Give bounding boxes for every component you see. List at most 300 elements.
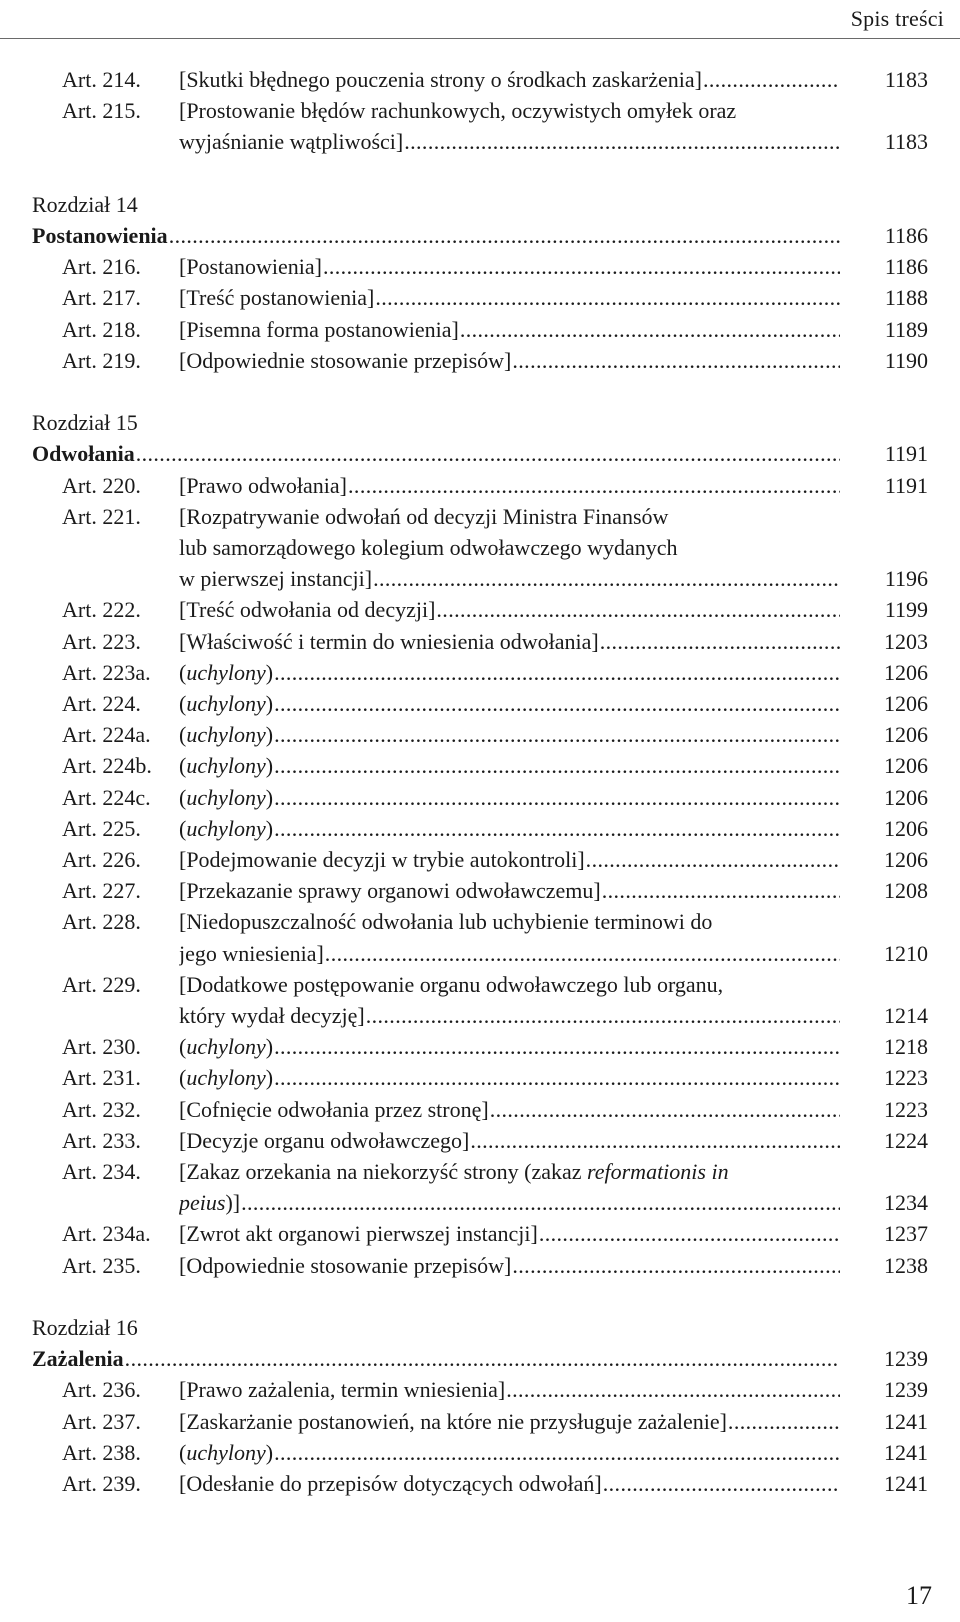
toc-article-entry[interactable] [32,657,928,688]
page-reference: 1190 [884,347,928,373]
article-number: Art. 238. [62,1439,141,1465]
title-text [179,1468,602,1499]
article-number: Art. 235. [62,1252,141,1278]
article-number: Art. 228. [62,909,141,935]
page-reference: 1238 [884,1252,928,1278]
dot-leader [375,282,840,313]
chapter-title [32,220,840,251]
page-reference: 1196 [884,566,928,592]
page-reference: 1223 [884,1065,928,1091]
article-title [179,1031,840,1062]
title-text [179,535,678,560]
page-reference: 1206 [884,784,928,810]
title-line [179,563,840,594]
page-reference: 1199 [884,597,928,623]
text-segment: ) [265,1034,274,1060]
text-segment: ( [179,753,187,779]
dot-leader [506,1374,840,1405]
title-line [179,688,840,719]
toc-article-entry[interactable] [32,1125,928,1156]
text-segment: [Podejmowanie decyzji w trybie autokontroli] [179,847,585,873]
article-title [179,470,840,501]
article-title [179,314,840,345]
article-title [179,875,840,906]
title-text [179,1031,273,1062]
title-text [179,657,273,688]
dot-leader [169,220,840,251]
page-reference: 1191 [884,441,928,467]
title-text [179,909,712,934]
title-text [179,1374,505,1405]
title-text [179,972,723,997]
title-line [179,1437,840,1468]
chapter-label: Rozdział 14 [32,191,138,217]
page-reference: 1239 [884,1346,928,1372]
title-text [179,345,511,376]
article-number: Art. 232. [62,1096,141,1122]
dot-leader [323,251,840,282]
article-number: Art. 224b. [62,753,152,779]
text-segment: Postanowienia [32,223,168,248]
text-segment: [Cofnięcie odwołania przez stronę] [179,1096,489,1122]
toc-article-entry[interactable] [32,969,928,1031]
text-segment: ) [265,815,274,841]
article-title [179,1125,840,1156]
toc-article-entry[interactable] [32,470,928,501]
text-segment: [Odpowiednie stosowanie przepisów] [179,347,512,373]
title-text [179,750,273,781]
page-reference: 1210 [884,940,928,966]
italic-segment: uchylony [186,1065,266,1091]
toc-article-entry[interactable] [32,345,928,376]
page-reference: 1206 [884,847,928,873]
title-line [179,1156,840,1187]
title-line [179,844,840,875]
title-text [179,504,668,529]
toc-article-entry[interactable] [32,719,928,750]
article-number: Art. 223a. [62,659,151,685]
article-number: Art. 231. [62,1065,141,1091]
toc-article-entry[interactable] [32,688,928,719]
article-title [179,1468,840,1499]
dot-leader [728,1406,840,1437]
chapter-label: Rozdział 15 [32,410,138,436]
text-segment: ) [265,659,274,685]
header-rule [0,38,960,39]
title-line [179,64,840,95]
article-number: Art. 236. [62,1377,141,1403]
article-number: Art. 239. [62,1471,141,1497]
toc-article-entry[interactable] [32,1468,928,1499]
title-line [179,875,840,906]
title-line [179,1031,840,1062]
chapter-title [32,438,840,469]
page-reference: 1183 [884,67,928,92]
title-line [179,282,840,313]
title-line [179,1187,840,1218]
article-title [179,64,840,95]
article-number: Art. 233. [62,1127,141,1153]
page-reference: 1186 [884,223,928,248]
article-number: Art. 218. [62,316,141,342]
article-title [179,844,840,875]
toc-article-entry[interactable] [32,1031,928,1062]
text-segment: [Pisemna forma postanowienia] [179,316,459,342]
dot-leader [600,626,840,657]
title-text [179,688,273,719]
dot-leader [241,1187,840,1218]
article-number: Art. 219. [62,347,141,373]
italic-segment: peius [179,1190,226,1216]
toc-chapter-entry[interactable] [32,438,928,469]
article-number: Art. 229. [62,971,141,997]
title-line [179,1125,840,1156]
article-title [179,906,840,968]
dot-leader [539,1218,840,1249]
title-text [179,1125,469,1156]
italic-segment: uchylony [186,784,266,810]
article-number: Art. 223. [62,628,141,654]
title-text [179,1406,727,1437]
text-segment: który wydał decyzję] [179,1003,365,1029]
article-title [179,1156,840,1218]
article-number: Art. 217. [62,285,141,311]
article-number: Art. 226. [62,847,141,873]
article-number: Art. 216. [62,254,141,280]
italic-segment: uchylony [186,659,266,685]
italic-segment: uchylony [186,1439,266,1465]
title-line [179,1218,840,1249]
title-line [179,906,840,937]
dot-leader [586,844,840,875]
text-segment: [Odpowiednie stosowanie przepisów] [179,1252,512,1278]
article-number: Art. 222. [62,597,141,623]
title-text [179,1218,538,1249]
text-segment: )] [225,1190,241,1216]
text-segment: ) [265,722,274,748]
text-segment: [Właściwość i termin do wniesienia odwołania] [179,628,599,654]
toc-article-entry[interactable] [32,251,928,282]
article-number: Art. 225. [62,815,141,841]
text-segment: [Decyzje organu odwoławczego] [179,1127,470,1153]
article-title [179,1437,840,1468]
title-text [32,1343,124,1374]
dot-leader [125,1343,840,1374]
title-line [179,782,840,813]
page-reference: 1208 [884,878,928,904]
title-line [179,626,840,657]
page-reference: 1234 [884,1190,928,1216]
text-segment: [Dodatkowe postępowanie organu odwoławczego lub organu, [179,971,724,997]
page-reference: 1206 [884,815,928,841]
toc-article-entry[interactable] [32,906,928,968]
italic-segment: uchylony [186,722,266,748]
title-line [32,220,840,251]
page-reference: 1189 [884,316,928,342]
dot-leader [512,1250,840,1281]
title-text [179,1437,273,1468]
text-segment: ) [265,784,274,810]
page-reference: 1237 [884,1221,928,1247]
title-line [179,1094,840,1125]
title-line [179,1374,840,1405]
title-text [179,126,403,157]
title-line [179,750,840,781]
title-text [179,1250,511,1281]
dot-leader [603,1468,840,1499]
article-title [179,782,840,813]
text-segment: [Rozpatrywanie odwołań od decyzji Ministra Finansów [179,503,669,529]
italic-segment: uchylony [186,691,266,717]
text-segment: jego wniesienia] [179,940,324,966]
page-reference: 1223 [884,1096,928,1122]
article-number: Art. 237. [62,1408,141,1434]
title-line [179,345,840,376]
title-text [179,563,372,594]
toc-article-entry[interactable] [32,64,928,95]
page-reference: 1183 [884,129,928,155]
article-number: Art. 224c. [62,784,151,810]
toc-article-entry[interactable] [32,626,928,657]
page-reference: 1218 [884,1034,928,1060]
title-text [179,64,702,95]
dot-leader [136,438,840,469]
title-text [179,470,347,501]
dot-leader [512,345,840,376]
dot-leader [373,563,840,594]
dot-leader [274,782,840,813]
article-number: Art. 227. [62,878,141,904]
page-reference: 1206 [884,691,928,717]
toc-article-entry[interactable] [32,95,928,157]
article-title [179,1250,840,1281]
article-number: Art. 234. [62,1159,141,1185]
article-title [179,969,840,1031]
page-reference: 1214 [884,1003,928,1029]
title-text [179,1000,365,1031]
page-reference: 1241 [884,1471,928,1497]
title-line [179,1468,840,1499]
toc-article-entry[interactable] [32,1094,928,1125]
text-segment: [Skutki błędnego pouczenia strony o środkach zaskarżenia] [179,67,702,92]
article-number: Art. 230. [62,1034,141,1060]
toc-article-entry[interactable] [32,1156,928,1218]
article-number: Art. 224. [62,691,141,717]
italic-segment: uchylony [186,1034,266,1060]
title-text [179,251,322,282]
title-line [179,1062,840,1093]
article-title [179,594,840,625]
toc-article-entry[interactable] [32,1406,928,1437]
toc-article-entry[interactable] [32,501,928,595]
title-line [179,1406,840,1437]
toc-article-entry[interactable] [32,750,928,781]
italic-segment: uchylony [186,815,266,841]
dot-leader [274,688,840,719]
article-title [179,688,840,719]
dot-leader [348,470,840,501]
article-title [179,345,840,376]
text-segment: [Postanowienia] [179,254,322,280]
article-title [179,282,840,313]
page-reference: 1239 [884,1377,928,1403]
text-segment: Odwołania [32,441,135,467]
title-text [179,782,273,813]
article-number: Art. 215. [62,98,141,124]
page-reference: 1188 [884,285,928,311]
title-line [179,657,840,688]
toc-article-entry[interactable] [32,1437,928,1468]
article-title [179,1218,840,1249]
table-of-contents [32,64,928,1499]
text-segment: wyjaśnianie wątpliwości] [179,129,404,155]
toc-article-entry[interactable] [32,1250,928,1281]
page-reference: 1241 [884,1408,928,1434]
text-segment: [Zakaz orzekania na niekorzyść strony (zakaz [179,1159,587,1185]
article-title [179,626,840,657]
title-line [32,438,840,469]
title-line [32,1343,840,1374]
article-number: Art. 220. [62,472,141,498]
text-segment: ( [179,722,187,748]
title-line [179,719,840,750]
italic-segment: uchylony [186,753,266,779]
toc-article-entry[interactable] [32,1218,928,1249]
text-segment: ( [179,815,187,841]
dot-leader [274,813,840,844]
text-segment: [Prawo zażalenia, termin wniesienia] [179,1377,506,1403]
chapter-label: Rozdział 16 [32,1315,138,1341]
text-segment: [Zaskarżanie postanowień, na które nie przysługuje zażalenie] [179,1408,727,1434]
dot-leader [274,657,840,688]
title-text [179,1094,489,1125]
article-title [179,1374,840,1405]
text-segment: Zażalenia [32,1346,124,1372]
page-reference: 1186 [884,254,928,280]
toc-article-entry[interactable] [32,282,928,313]
text-segment: ( [179,691,187,717]
text-segment: [Prostowanie błędów rachunkowych, oczywistych omyłek oraz [179,98,737,124]
toc-article-entry[interactable] [32,1374,928,1405]
dot-leader [490,1094,840,1125]
toc-chapter-entry[interactable] [32,220,928,251]
dot-leader [274,750,840,781]
text-segment: ( [179,659,187,685]
dot-leader [274,1031,840,1062]
title-line [179,470,840,501]
text-segment: [Treść odwołania od decyzji] [179,597,436,623]
dot-leader [274,1437,840,1468]
page-reference: 1191 [884,472,928,498]
title-line [179,1250,840,1281]
chapter-title [32,1343,840,1374]
title-line [179,1000,840,1031]
title-text [179,844,585,875]
text-segment: [Prawo odwołania] [179,472,348,498]
dot-leader [274,1062,840,1093]
title-line [179,251,840,282]
text-segment: [Odesłanie do przepisów dotyczących odwołań] [179,1471,602,1497]
text-segment: w pierwszej instancji] [179,566,373,592]
italic-segment: reformationis in [587,1159,729,1185]
title-text [179,1062,273,1093]
text-segment: [Zwrot akt organowi pierwszej instancji] [179,1221,538,1247]
title-line [179,532,840,563]
title-line [179,314,840,345]
title-line [179,95,840,126]
page-number: 17 [906,1581,932,1610]
text-segment: ( [179,784,187,810]
title-line [179,594,840,625]
dot-leader [404,126,840,157]
toc-article-entry[interactable] [32,314,928,345]
dot-leader [460,314,840,345]
page-reference: 1224 [884,1127,928,1153]
text-segment: ( [179,1034,187,1060]
text-segment: ) [265,691,274,717]
text-segment: [Przekazanie sprawy organowi odwoławczemu] [179,878,601,904]
dot-leader [470,1125,840,1156]
title-text [179,719,273,750]
page-reference: 1206 [884,753,928,779]
text-segment: lub samorządowego kolegium odwoławczego wydanych [179,535,678,561]
article-title [179,813,840,844]
dot-leader [366,1000,840,1031]
title-line [179,126,840,157]
article-title [179,750,840,781]
title-text [32,438,135,469]
toc-chapter-entry[interactable] [32,1343,928,1374]
title-line [179,501,840,532]
text-segment: ) [265,1065,274,1091]
toc-article-entry[interactable] [32,782,928,813]
title-text [179,282,374,313]
title-text [179,813,273,844]
dot-leader [703,64,840,95]
toc-article-entry[interactable] [32,813,928,844]
page-reference: 1203 [884,628,928,654]
toc-article-entry[interactable] [32,1062,928,1093]
article-number: Art. 214. [62,67,141,92]
article-title [179,1094,840,1125]
article-title [179,251,840,282]
article-title [179,501,840,595]
toc-article-entry[interactable] [32,875,928,906]
article-title [179,657,840,688]
toc-article-entry[interactable] [32,844,928,875]
title-text [179,594,435,625]
dot-leader [325,938,840,969]
article-title [179,719,840,750]
title-text [179,1187,240,1218]
title-text [179,626,599,657]
title-line [179,969,840,1000]
title-text [32,220,168,251]
article-title [179,95,840,157]
title-text [179,875,601,906]
dot-leader [274,719,840,750]
text-segment: [Niedopuszczalność odwołania lub uchybienie terminowi do [179,909,713,935]
page-reference: 1206 [884,659,928,685]
page-reference: 1206 [884,722,928,748]
article-title [179,1406,840,1437]
article-number: Art. 234a. [62,1221,151,1247]
title-text [179,314,459,345]
text-segment: ( [179,1439,187,1465]
page-reference: 1241 [884,1439,928,1465]
title-line [179,813,840,844]
toc-article-entry[interactable] [32,594,928,625]
